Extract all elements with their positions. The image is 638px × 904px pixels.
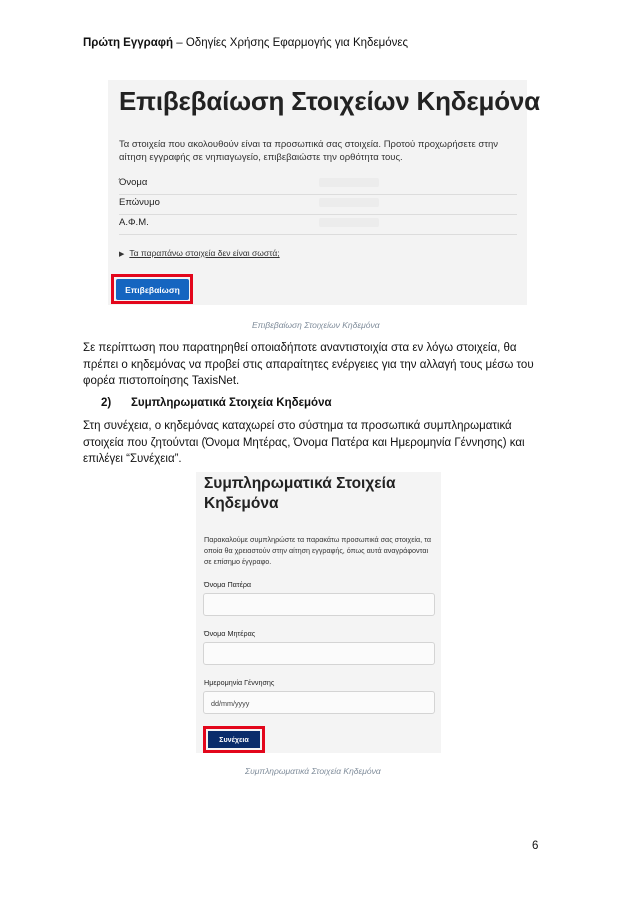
redacted-value bbox=[319, 198, 379, 207]
section-number: 2) bbox=[101, 397, 112, 409]
triangle-right-icon: ▶ bbox=[119, 251, 125, 258]
section-title: Συμπληρωματικά Στοιχεία Κηδεμόνα bbox=[131, 397, 332, 409]
supplementary-intro: Παρακαλούμε συμπληρώστε τα παρακάτω προσωπικά σας στοιχεία, τα οποία θα χρειαστούν στην αίτηση εγγραφής, όπως αυτά αναγράφονται σε επίσημο έγγραφο. bbox=[204, 535, 432, 566]
details-link[interactable]: Τα παραπάνω στοιχεία δεν είναι σωστά; bbox=[129, 248, 280, 258]
paragraph-1: Σε περίπτωση που παρατηρηθεί οποιαδήποτε αναντιστοιχία στα εν λόγω στοιχεία, θα πρέπει ο κηδεμόνας να προβεί στις απαραίτητες ενέργειες για την αλλαγή τους μέσω του φορέα πιστοποίησης TaxisNet. bbox=[83, 342, 534, 387]
details-toggle[interactable] bbox=[119, 248, 280, 258]
mother-name-label: Όνομα Μητέρας bbox=[204, 629, 256, 638]
page-number: 6 bbox=[532, 840, 539, 852]
figure-caption-2: Συμπληρωματικά Στοιχεία Κηδεμόνα bbox=[245, 766, 381, 776]
section-heading bbox=[101, 397, 332, 409]
confirm-button[interactable]: Επιβεβαίωση bbox=[116, 279, 189, 300]
confirm-title: Επιβεβαίωση Στοιχείων Κηδεμόνα bbox=[119, 86, 540, 116]
row-first-name bbox=[119, 174, 517, 195]
birth-date-input[interactable]: dd/mm/yyyy bbox=[203, 691, 435, 714]
father-name-label: Όνομα Πατέρα bbox=[204, 580, 252, 589]
figure-caption-1: Επιβεβαίωση Στοιχείων Κηδεμόνα bbox=[252, 320, 380, 330]
row-afm bbox=[119, 214, 517, 235]
mother-name-input[interactable] bbox=[203, 642, 435, 665]
page-header bbox=[83, 37, 408, 49]
paragraph-2: Στη συνέχεια, ο κηδεμόνας καταχωρεί στο σύστημα τα προσωπικά συμπληρωματικά στοιχεία που ζητούνται (Όνομα Μητέρας, Όνομα Πατέρα και Ημερομηνία Γέννησης) και επιλέγει “Συνέχεια”. bbox=[83, 420, 525, 465]
redacted-value bbox=[319, 218, 379, 227]
confirm-details-screenshot bbox=[108, 80, 540, 305]
row-last-name bbox=[119, 194, 517, 215]
continue-button[interactable]: Συνέχεια bbox=[208, 731, 260, 748]
supplementary-title: Συμπληρωματικά Στοιχεία Κηδεμόνα bbox=[204, 475, 396, 512]
row-label: Όνομα bbox=[119, 177, 148, 188]
row-label: Α.Φ.Μ. bbox=[119, 217, 149, 228]
father-name-input[interactable] bbox=[203, 593, 435, 616]
row-label: Επώνυμο bbox=[119, 197, 160, 208]
supplementary-details-screenshot bbox=[196, 472, 441, 753]
header-bold: Πρώτη Εγγραφή bbox=[83, 37, 174, 49]
header-rest: – Οδηγίες Χρήσης Εφαρμογής για Κηδεμόνες bbox=[173, 37, 409, 49]
confirm-intro: Τα στοιχεία που ακολουθούν είναι τα προσωπικά σας στοιχεία. Προτού προχωρήσετε στην αίτηση εγγραφής σε νηπιαγωγείο, επιβεβαιώστε την ορθότητα τους. bbox=[119, 139, 499, 163]
redacted-value bbox=[319, 178, 379, 187]
birth-date-label: Ημερομηνία Γέννησης bbox=[204, 678, 275, 687]
